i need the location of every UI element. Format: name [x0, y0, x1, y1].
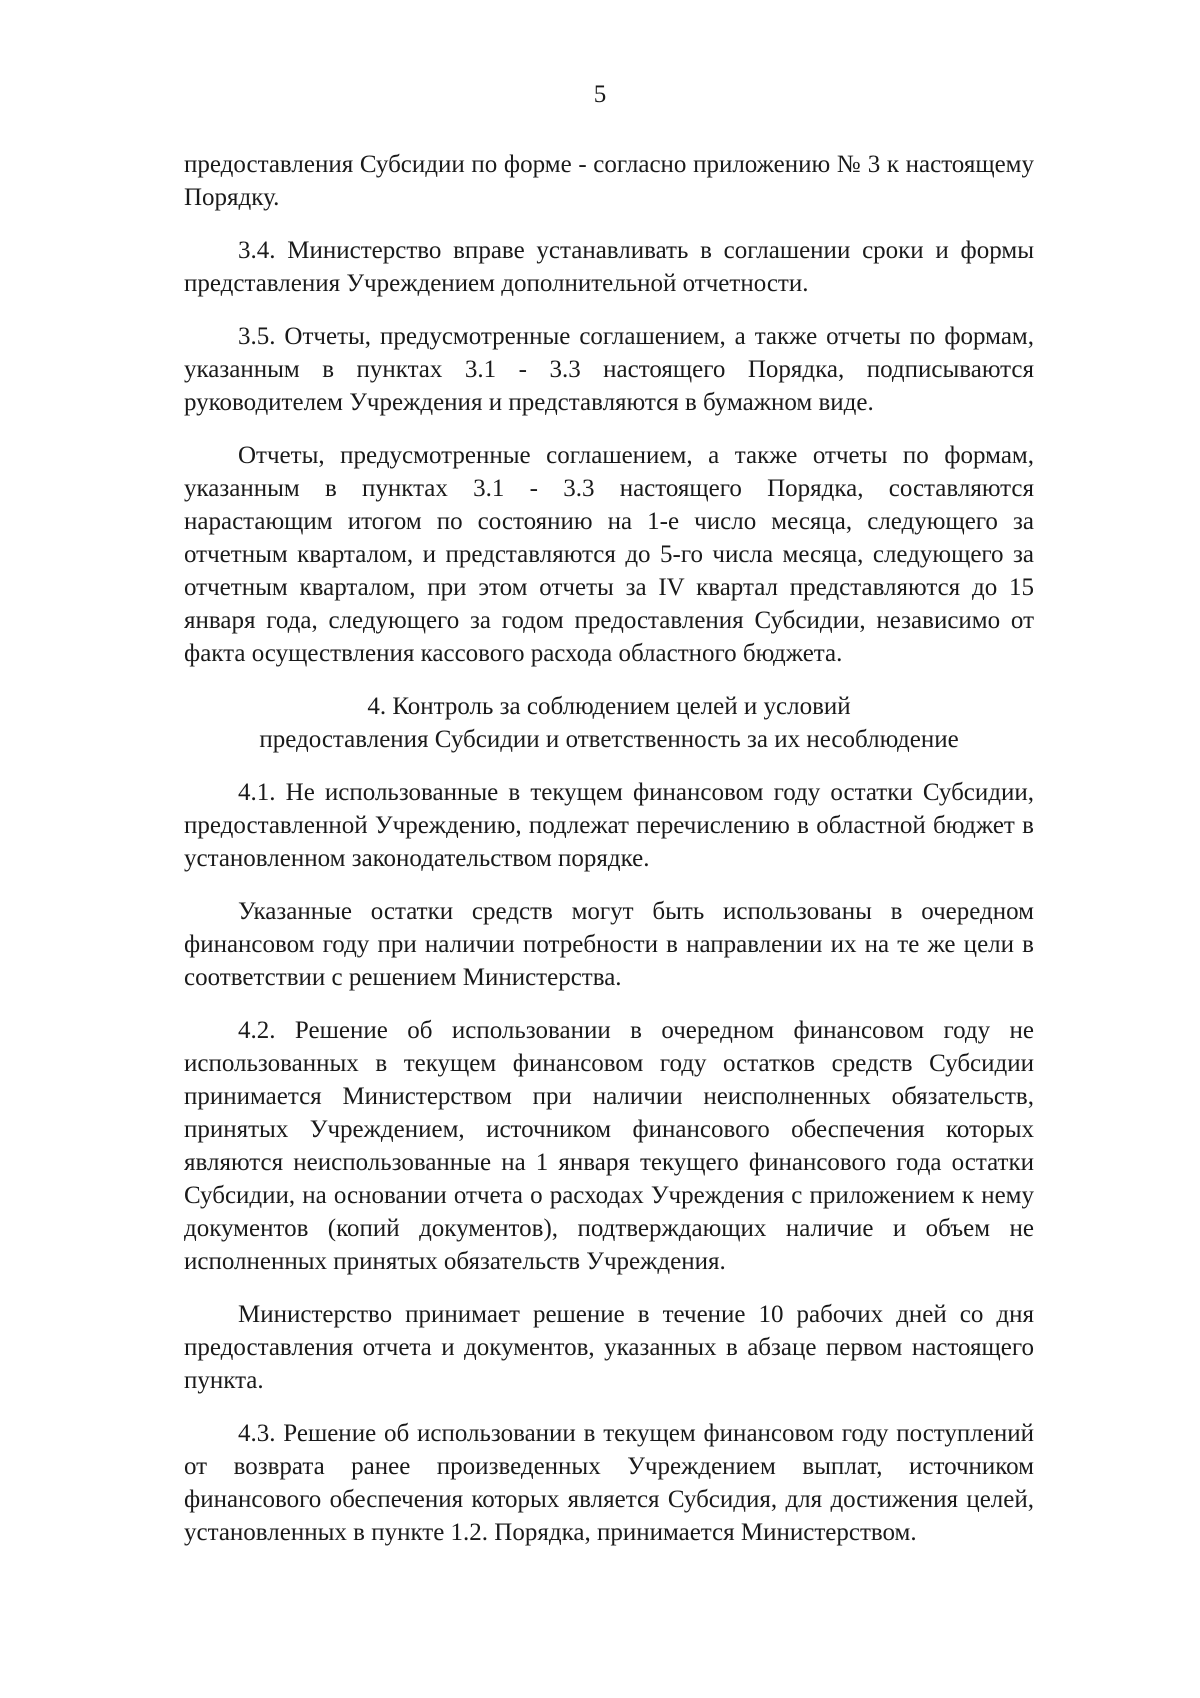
paragraph-3-5: 3.5. Отчеты, предусмотренные соглашением, а также отчеты по формам, указанным в пунктах 3.1 - 3.3 настоящего Порядка, подписываются руководителем Учреждения и представляются в бумажном виде. [184, 323, 1034, 416]
paragraph-4-1-remainder: Указанные остатки средств могут быть использованы в очередном финансовом году при наличии потребности в направлении их на те же цели в соответствии с решением Министерства. [184, 898, 1034, 991]
paragraph-4-3: 4.3. Решение об использовании в текущем финансовом году поступлений от возврата ранее произведенных Учреждением выплат, источником финансового обеспечения которых является Субсидия, для достижения целей, установленных в пункте 1.2. Порядка, принимается Министерством. [184, 1420, 1034, 1546]
document-body [184, 148, 1034, 1569]
section-heading-line-1: 4. Контроль за соблюдением целей и условий [367, 693, 851, 720]
paragraph-continuation: предоставления Субсидии по форме - согласно приложению № 3 к настоящему Порядку. [184, 151, 1034, 211]
paragraph-4-2: 4.2. Решение об использовании в очередном финансовом году не использованных в текущем финансовом году остатков средств Субсидии принимается Министерством при наличии неисполненных обязательств, принятых Учреждением, источником финансового обеспечения которых являются неиспользованные на 1 января текущего финансового года остатки Субсидии, на основании отчета о расходах Учреждения с приложением к нему документов (копий документов), подтверждающих наличие и объем не исполненных принятых обязательств Учреждения. [184, 1017, 1034, 1275]
section-heading [184, 690, 1034, 756]
paragraph-4-1: 4.1. Не использованные в текущем финансовом году остатки Субсидии, предоставленной Учреждению, подлежат перечислению в областной бюджет в установленном законодательством порядке. [184, 779, 1034, 872]
section-heading-line-2: предоставления Субсидии и ответственность за их несоблюдение [259, 726, 959, 753]
paragraph-3-4: 3.4. Министерство вправе устанавливать в соглашении сроки и формы представления Учреждением дополнительной отчетности. [184, 237, 1034, 297]
page-number: 5 [593, 81, 607, 108]
paragraph-3-5-reports: Отчеты, предусмотренные соглашением, а также отчеты по формам, указанным в пунктах 3.1 - 3.3 настоящего Порядка, составляются нарастающим итогом по состоянию на 1-е число месяца, следующего за отчетным кварталом, и представляются до 5-го числа месяца, следующего за отчетным кварталом, при этом отчеты за IV квартал представляются до 15 января года, следующего за годом предоставления Субсидии, независимо от факта осуществления кассового расхода областного бюджета. [184, 442, 1034, 667]
paragraph-4-2-decision: Министерство принимает решение в течение 10 рабочих дней со дня предоставления отчета и документов, указанных в абзаце первом настоящего пункта. [184, 1301, 1034, 1394]
